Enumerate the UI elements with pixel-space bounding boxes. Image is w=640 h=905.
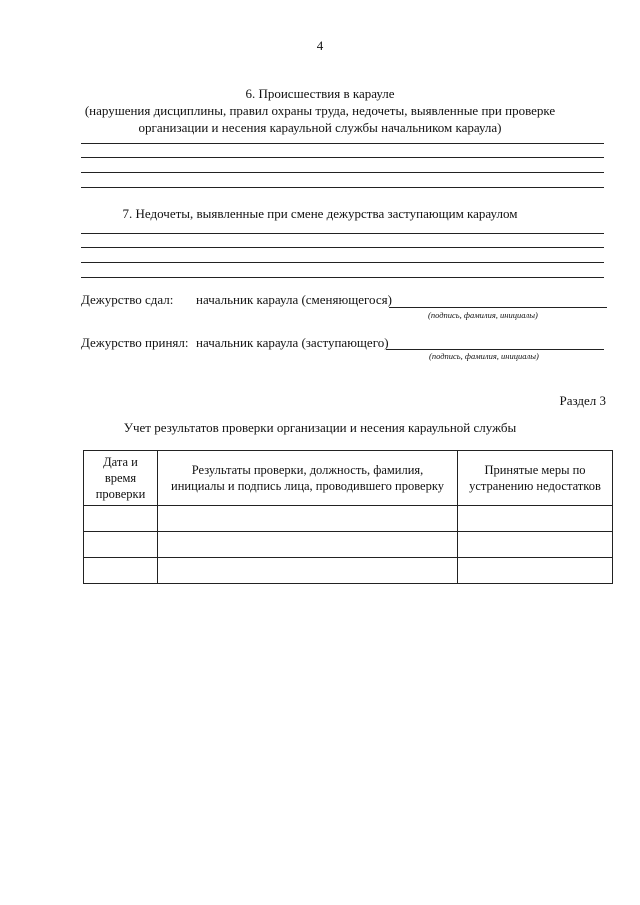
- table-row: [84, 558, 613, 584]
- duty-accepted-signature-caption: (подпись, фамилия, инициалы): [429, 351, 539, 361]
- table-cell[interactable]: [84, 532, 158, 558]
- table-row: [84, 506, 613, 532]
- section-7-line[interactable]: [81, 247, 604, 248]
- table-cell[interactable]: [158, 532, 458, 558]
- header-date-time: Дата и время проверки: [84, 451, 158, 506]
- results-table: [83, 450, 613, 584]
- section-6-line[interactable]: [81, 187, 604, 188]
- table-title: Учет результатов проверки организации и несения караульной службы: [123, 420, 517, 435]
- table-cell[interactable]: [158, 558, 458, 584]
- section-7-title: 7. Недочеты, выявленные при смене дежурства заступающим караулом: [122, 206, 518, 221]
- section-7-line[interactable]: [81, 277, 604, 278]
- table-cell[interactable]: [458, 506, 613, 532]
- section-6-title: 6. Происшествия в карауле: [245, 86, 395, 101]
- table-header-row: [84, 451, 613, 506]
- section-6-line[interactable]: [81, 157, 604, 158]
- table-cell[interactable]: [84, 558, 158, 584]
- duty-handed-signature-caption: (подпись, фамилия, инициалы): [428, 310, 538, 320]
- section-6-subtitle-line-1: (нарушения дисциплины, правил охраны труда, недочеты, выявленные при проверке: [84, 103, 556, 118]
- duty-handed-signature-line[interactable]: [389, 307, 607, 308]
- page-number: 4: [316, 38, 324, 53]
- table-cell[interactable]: [458, 558, 613, 584]
- section-6-heading: [0, 85, 640, 136]
- duty-accepted-label: Дежурство принял:: [81, 335, 189, 350]
- section-6-line[interactable]: [81, 143, 604, 144]
- header-measures-taken: Принятые меры по устранению недостатков: [458, 451, 613, 506]
- section-6-subtitle-line-2: организации и несения караульной службы начальником караула): [138, 120, 502, 135]
- table-row: [84, 532, 613, 558]
- table-cell[interactable]: [458, 532, 613, 558]
- duty-handed-label: Дежурство сдал:: [81, 292, 174, 307]
- section-label: Раздел 3: [559, 393, 606, 408]
- table-cell[interactable]: [84, 506, 158, 532]
- duty-accepted-role: начальник караула (заступающего): [196, 335, 389, 350]
- section-7-line[interactable]: [81, 262, 604, 263]
- duty-accepted-signature-line[interactable]: [386, 349, 604, 350]
- section-7-line[interactable]: [81, 233, 604, 234]
- header-check-results: Результаты проверки, должность, фамилия, инициалы и подпись лица, проводившего проверку: [158, 451, 458, 506]
- section-6-line[interactable]: [81, 172, 604, 173]
- duty-handed-role: начальник караула (сменяющегося): [196, 292, 392, 307]
- table-cell[interactable]: [158, 506, 458, 532]
